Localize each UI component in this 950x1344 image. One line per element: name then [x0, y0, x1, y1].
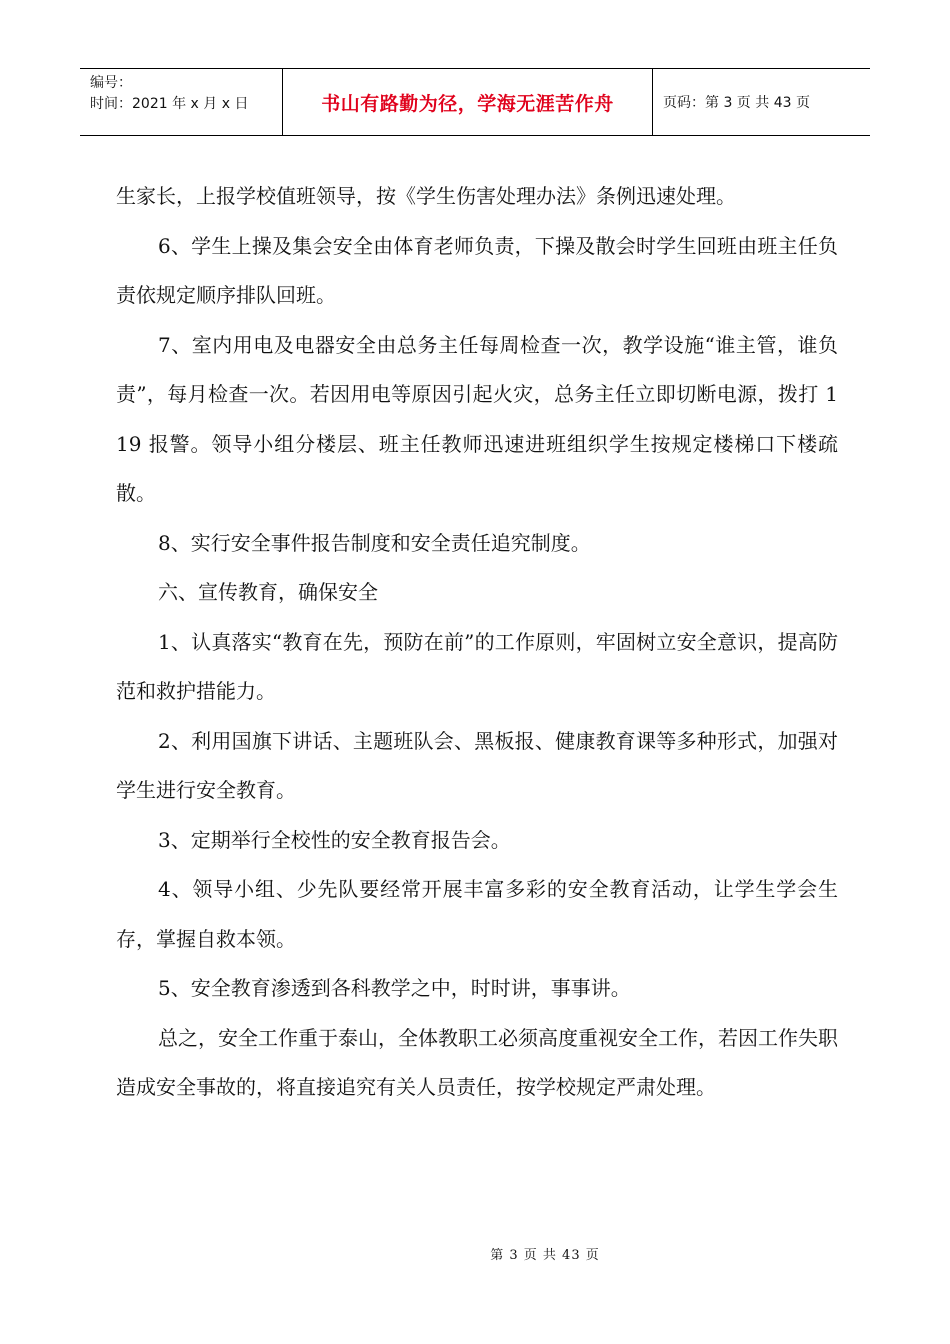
- body-paragraph: 2、利用国旗下讲话、主题班队会、黑板报、健康教育课等多种形式，加强对学生进行安全教育。: [116, 728, 838, 802]
- section-heading: 六、宣传教育，确保安全: [158, 580, 378, 604]
- header-motto: 书山有路勤为径，学海无涯苦作舟: [283, 69, 653, 135]
- body-paragraph: 5、安全教育渗透到各科教学之中，时时讲，事事讲。: [158, 976, 631, 1000]
- document-number-label: 编号：: [90, 75, 132, 91]
- body-paragraph: 4、领导小组、少先队要经常开展丰富多彩的安全教育活动，让学生学会生存，掌握自救本领。: [116, 877, 838, 951]
- body-paragraph: 7、室内用电及电器安全由总务主任每周检查一次，教学设施“谁主管，谁负责”，每月检查一次。若因用电等原因引起火灾，总务主任立即切断电源，拨打 119 报警。领导小组分楼层、班主任教师迅速进班组织学生按规定楼梯口下楼疏散。: [116, 332, 838, 505]
- body-paragraph: 6、学生上操及集会安全由体育老师负责，下操及散会时学生回班由班主任负责依规定顺序排队回班。: [116, 233, 838, 307]
- document-date-label: 时间：2021 年 x 月 x 日: [90, 96, 249, 112]
- header-meta-cell: [80, 69, 283, 135]
- page-footer: 第 3 页 共 43 页: [490, 1248, 600, 1263]
- page-header: [80, 68, 870, 136]
- body-paragraph: 生家长，上报学校值班领导，按《学生伤害处理办法》条例迅速处理。: [116, 184, 736, 208]
- document-body: [116, 172, 838, 1113]
- body-paragraph: 3、定期举行全校性的安全教育报告会。: [158, 827, 511, 852]
- body-paragraph: 1、认真落实“教育在先，预防在前”的工作原则，牢固树立安全意识，提高防范和救护措能力。: [116, 629, 838, 703]
- header-page-info: 页码：第 3 页 共 43 页: [663, 95, 810, 111]
- body-paragraph: 8、实行安全事件报告制度和安全责任追究制度。: [158, 530, 591, 555]
- body-paragraph: 总之，安全工作重于泰山，全体教职工必须高度重视安全工作，若因工作失职造成安全事故的，将直接追究有关人员责任，按学校规定严肃处理。: [116, 1025, 838, 1099]
